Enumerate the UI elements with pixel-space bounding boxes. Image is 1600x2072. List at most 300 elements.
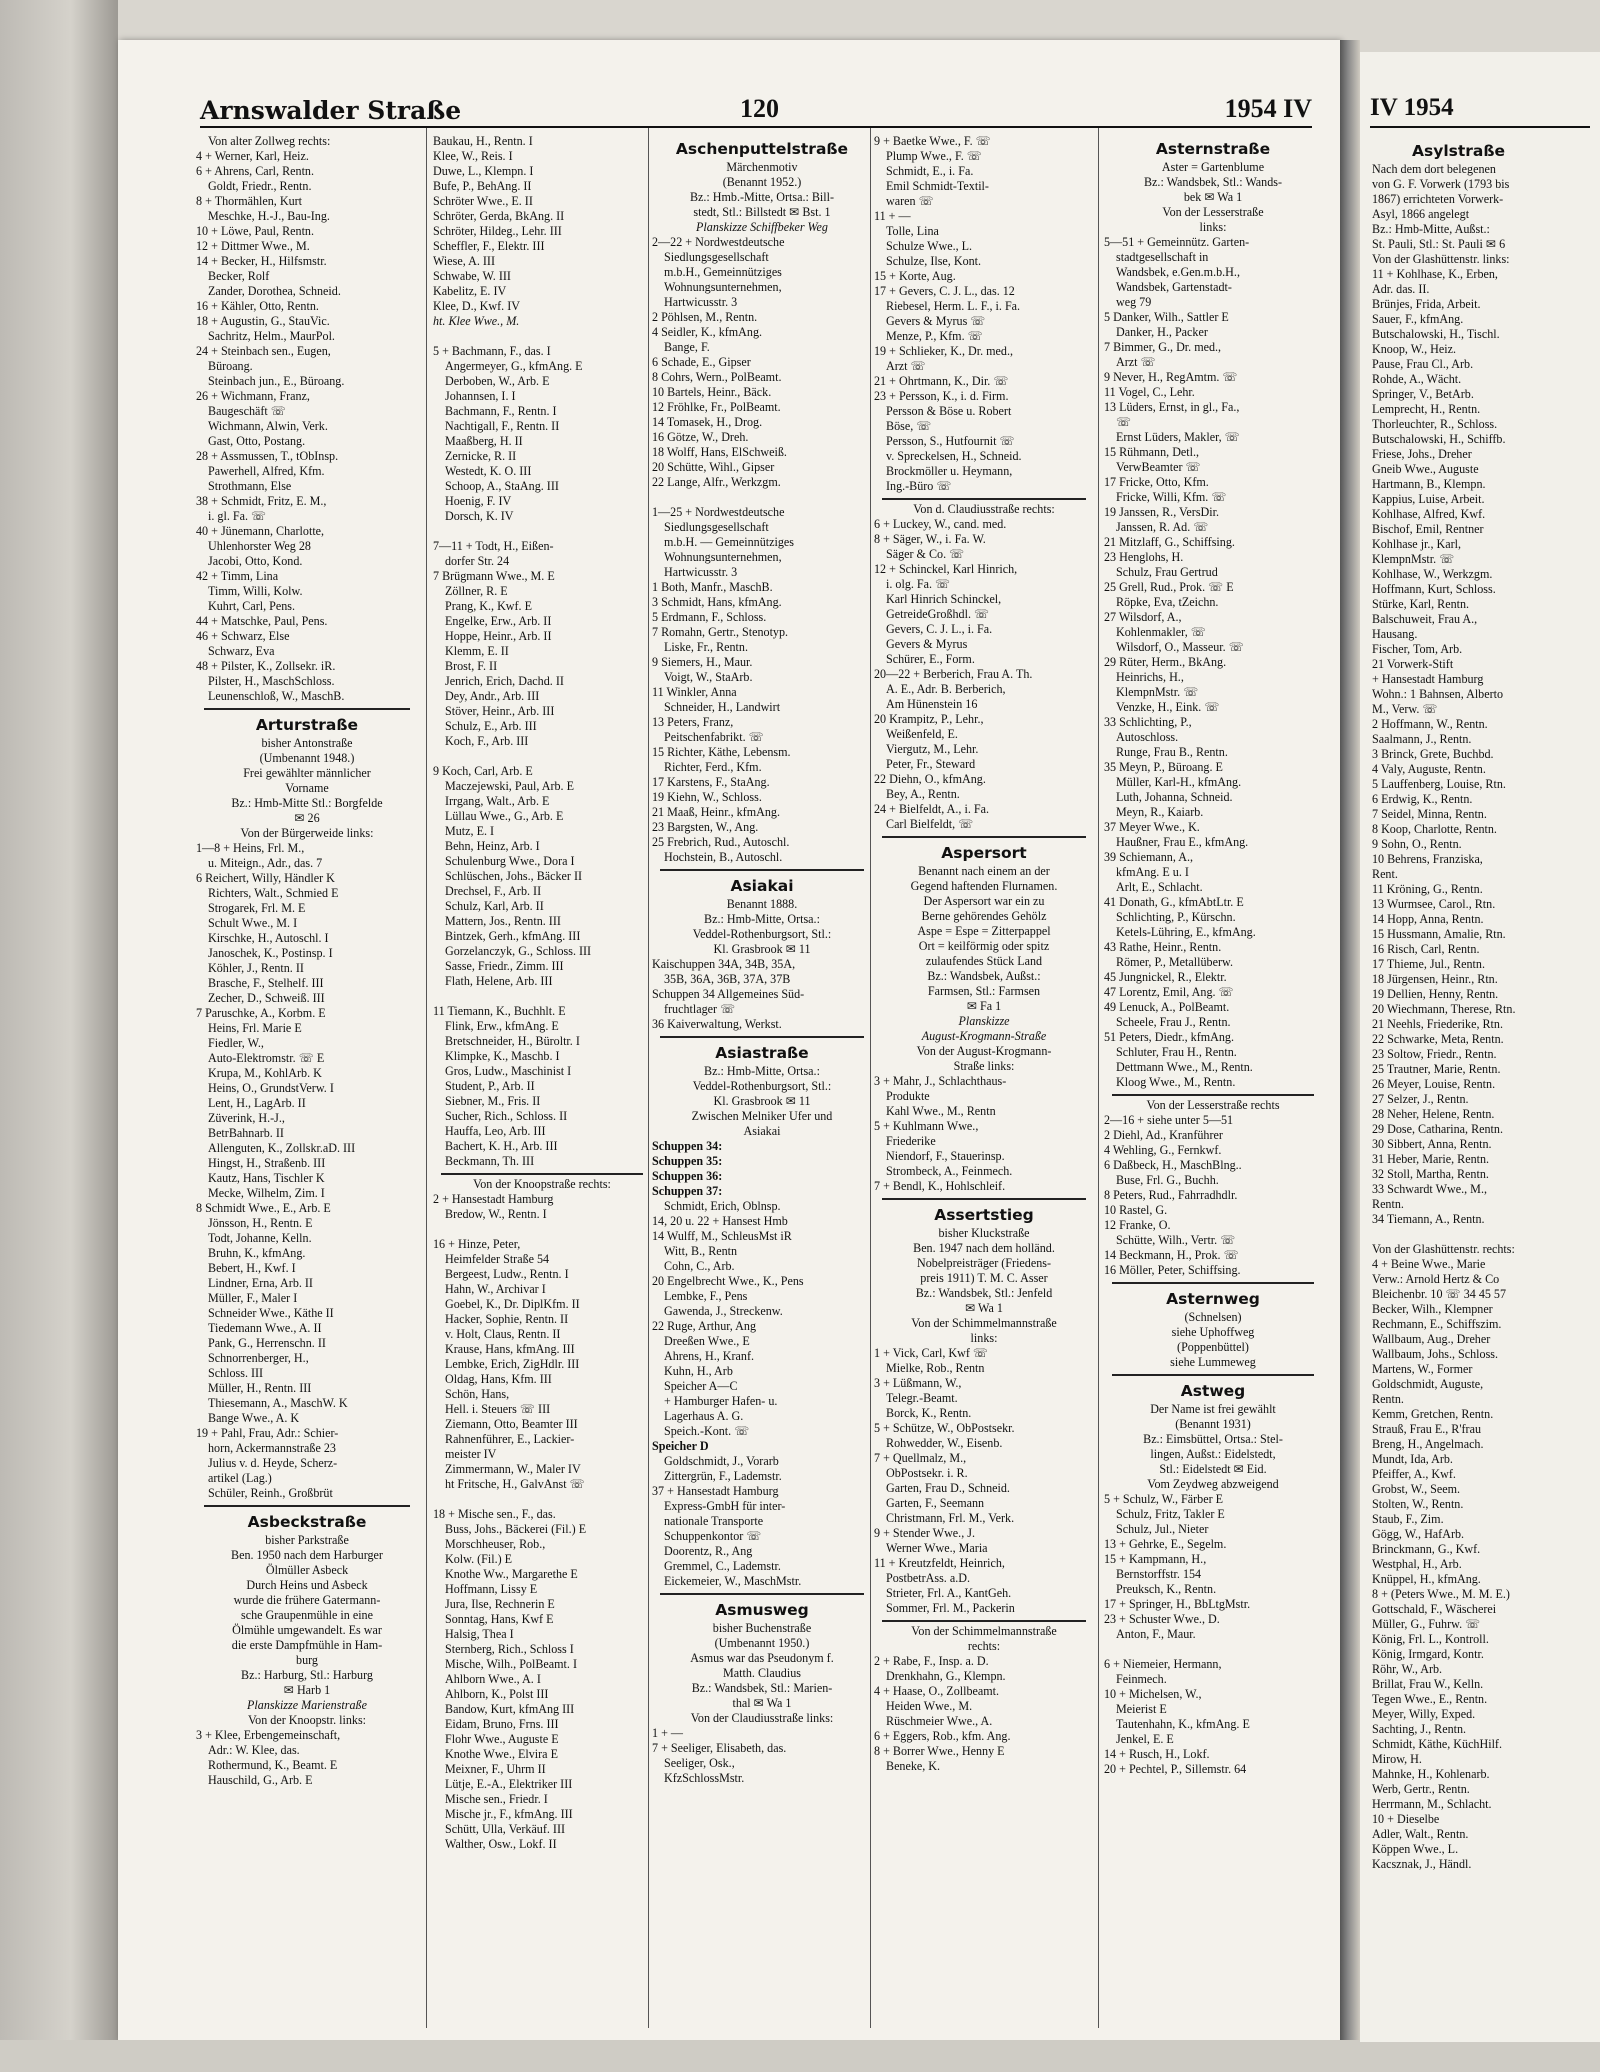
directory-entry: 7 Seidel, Minna, Rentn. — [1372, 807, 1487, 821]
directory-entry: Westedt, K. O. III — [445, 464, 532, 478]
directory-entry: Schluter, Frau H., Rentn. — [1116, 1045, 1237, 1059]
directory-entry: Thiesemann, A., MaschW. K — [208, 1396, 348, 1410]
directory-entry: 14, 20 u. 22 + Hansest Hmb — [652, 1214, 788, 1228]
facing-page — [1360, 52, 1600, 2042]
directory-entry: 3 + Mahr, J., Schlachthaus- — [874, 1074, 1007, 1088]
directory-entry: Veddel-Rothenburgsort, Stl.: — [692, 927, 832, 941]
directory-entry — [1372, 1227, 1600, 1242]
directory-entry: Kemm, Gretchen, Rentn. — [1372, 1407, 1494, 1421]
street-heading: Aschenputtelstraße — [675, 140, 849, 158]
directory-entry: 45 Jungnickel, R., Elektr. — [1104, 970, 1227, 984]
directory-entry: Kirschke, H., Autoschl. I — [208, 931, 329, 945]
directory-entry: Sachting, J., Rentn. — [1372, 1722, 1467, 1736]
directory-entry: 43 Rathe, Heinr., Rentn. — [1104, 940, 1222, 954]
directory-entry: 39 Schiemann, A., — [1104, 850, 1194, 864]
directory-entry: 6 Reichert, Willy, Händler K — [196, 871, 335, 885]
directory-entry: 19 Kiehn, W., Schloss. — [652, 790, 762, 804]
directory-entry: Riebesel, Herm. L. F., i. Fa. — [886, 299, 1021, 313]
directory-entry: Student, P., Arb. II — [445, 1079, 535, 1093]
section-rule — [204, 1505, 410, 1507]
directory-entry: Anton, F., Maur. — [1116, 1627, 1196, 1641]
directory-entry: 5 Lauffenberg, Louise, Rtn. — [1372, 777, 1506, 791]
directory-entry: Jacobi, Otto, Kond. — [208, 554, 303, 568]
directory-entry: 29 Dose, Catharina, Rentn. — [1372, 1122, 1503, 1136]
directory-entry: 2—16 + siehe unter 5—51 — [1104, 1113, 1234, 1127]
directory-entry: 11 + Kohlhase, K., Erben, — [1372, 267, 1498, 281]
directory-entry: 20 Engelbrecht Wwe., K., Pens — [652, 1274, 804, 1288]
directory-entry: i. gl. Fa. ☏ — [208, 509, 267, 523]
directory-entry: Bredow, W., Rentn. I — [445, 1207, 547, 1221]
directory-entry: 2 + Rabe, F., Insp. a. D. — [874, 1654, 989, 1668]
directory-entry: Adr.: W. Klee, das. — [208, 1743, 300, 1757]
directory-entry: 3 + Lüßmann, W., — [874, 1376, 962, 1390]
directory-entry: A. E., Adr. B. Berberich, — [886, 682, 1006, 696]
directory-entry: St. Pauli, Stl.: St. Pauli ✉ 6 — [1372, 237, 1506, 251]
directory-entry: Schmidt, Erich, Oblnsp. — [664, 1199, 781, 1213]
directory-entry: 7 Paruschke, A., Korbm. E — [196, 1006, 326, 1020]
directory-entry: 20 Schütte, Wihl., Gipser — [652, 460, 775, 474]
directory-entry: Schuppen 34: — [652, 1139, 723, 1153]
directory-entry: 33 Schwardt Wwe., M., — [1372, 1182, 1487, 1196]
directory-entry: Danker, H., Packer — [1116, 325, 1208, 339]
directory-entry: Schulz, E., Arb. III — [445, 719, 537, 733]
directory-entry: 17 Thieme, Jul., Rentn. — [1372, 957, 1485, 971]
directory-entry: 6 + Niemeier, Hermann, — [1104, 1657, 1222, 1671]
directory-entry: Mattern, Jos., Rentn. III — [445, 914, 561, 928]
directory-entry: Voigt, W., StaArb. — [664, 670, 753, 684]
directory-entry: Prang, K., Kwf. E — [445, 599, 532, 613]
directory-entry: Schneider, H., Landwirt — [664, 700, 781, 714]
directory-entry: Schlüschen, Johs., Bäcker II — [445, 869, 583, 883]
directory-entry: Schoop, A., StaAng. III — [445, 479, 559, 493]
directory-entry: Arzt ☏ — [886, 359, 926, 373]
directory-entry: 23 Bargsten, W., Ang. — [652, 820, 759, 834]
directory-entry: 4 + Werner, Karl, Heiz. — [196, 149, 309, 163]
directory-entry: 2 Pöhlsen, M., Rentn. — [652, 310, 758, 324]
directory-entry: Klee, D., Kwf. IV — [433, 299, 520, 313]
directory-entry: Tiedemann Wwe., A. II — [208, 1321, 322, 1335]
directory-entry: v. Holt, Claus, Rentn. II — [445, 1327, 561, 1341]
directory-entry: Gremmel, C., Lademstr. — [664, 1559, 781, 1573]
directory-entry: 12 Franke, O. — [1104, 1218, 1171, 1232]
directory-entry: 23 Soltow, Friedr., Rentn. — [1372, 1047, 1497, 1061]
directory-entry: 7—11 + Todt, H., Eißen- — [433, 539, 554, 553]
directory-entry: 18 + Mische sen., F., das. — [433, 1507, 556, 1521]
directory-entry: Richter, Ferd., Kfm. — [664, 760, 762, 774]
directory-entry: Bandow, Kurt, kfmAng III — [445, 1702, 575, 1716]
directory-entry: Wichmann, Alwin, Verk. — [208, 419, 328, 433]
directory-entry: Stolten, W., Rentn. — [1372, 1497, 1464, 1511]
directory-entry: Brost, F. II — [445, 659, 498, 673]
directory-entry: Heinrichs, H., — [1116, 670, 1184, 684]
directory-entry: Böse, ☏ — [886, 419, 932, 433]
directory-entry: Müller, F., Maler I — [208, 1291, 298, 1305]
directory-entry: Gottschald, F., Wäscherei — [1372, 1602, 1497, 1616]
directory-entry: Venzke, H., Eink. ☏ — [1116, 700, 1220, 714]
directory-entry: Butschalowski, H., Schiffb. — [1372, 432, 1506, 446]
directory-entry: Bergeest, Ludw., Rentn. I — [445, 1267, 569, 1281]
directory-entry: Leunenschloß, W., MaschB. — [208, 689, 345, 703]
directory-entry: 2 Hoffmann, W., Rentn. — [1372, 717, 1488, 731]
directory-entry: 6 + Eggers, Rob., kfm. Ang. — [874, 1729, 1011, 1743]
directory-entry: Am Hünenstein 16 — [886, 697, 978, 711]
directory-entry: sche Graupenmühle in eine — [241, 1608, 373, 1622]
directory-entry: Irrgang, Walt., Arb. E — [445, 794, 550, 808]
directory-entry: 14 Wulff, M., SchleusMst iR — [652, 1229, 792, 1243]
directory-entry: Ben. 1950 nach dem Harburger — [231, 1548, 383, 1562]
directory-entry: m.b.H. — Gemeinnütziges — [664, 535, 794, 549]
directory-entry: rechts: — [967, 1639, 1001, 1653]
directory-entry: 5 + Bachmann, F., das. I — [433, 344, 551, 358]
section-rule — [1112, 1374, 1314, 1376]
directory-entry: ht Fritsche, H., GalvAnst ☏ — [445, 1477, 585, 1491]
directory-entry: 11 + Kreutzfeldt, Heinrich, — [874, 1556, 1005, 1570]
directory-entry: Vorname — [285, 781, 329, 795]
directory-entry: 30 Sibbert, Anna, Rentn. — [1372, 1137, 1492, 1151]
directory-entry: Krause, Hans, kfmAng. III — [445, 1342, 575, 1356]
directory-entry: Schütte, Wilh., Vertr. ☏ — [1116, 1233, 1236, 1247]
directory-entry: Klee, W., Reis. I — [433, 149, 513, 163]
directory-entry: Schlichting, P., Kürschn. — [1116, 910, 1236, 924]
directory-entry: Behn, Heinz, Arb. I — [445, 839, 540, 853]
street-heading: Asylstraße — [1412, 142, 1506, 160]
directory-entry: 17 + Gevers, C. J. L., das. 12 — [874, 284, 1015, 298]
directory-entry: Bange Wwe., A. K — [208, 1411, 300, 1425]
directory-entry: Witt, B., Rentn — [664, 1244, 738, 1258]
directory-entry: Meyn, R., Kaiarb. — [1116, 805, 1204, 819]
directory-entry: Luth, Johanna, Schneid. — [1116, 790, 1233, 804]
directory-entry: Lembke, F., Pens — [664, 1289, 748, 1303]
directory-entry: m.b.H., Gemeinnütziges — [664, 265, 782, 279]
directory-entry: 1 Both, Manfr., MaschB. — [652, 580, 773, 594]
directory-entry: Veddel-Rothenburgsort, Stl.: — [692, 1079, 832, 1093]
directory-entry: Walther, Osw., Lokf. II — [445, 1837, 557, 1851]
directory-entry: 40 + Jünemann, Charlotte, — [196, 524, 325, 538]
directory-entry: Hacker, Sophie, Rentn. II — [445, 1312, 569, 1326]
directory-entry: Bintzek, Gerh., kfmAng. III — [445, 929, 581, 943]
directory-entry: Scheele, Frau J., Rentn. — [1116, 1015, 1231, 1029]
directory-entry: Arzt ☏ — [1116, 355, 1156, 369]
directory-entry: ✉ Wa 1 — [965, 1301, 1003, 1315]
directory-entry: burg — [296, 1653, 318, 1667]
directory-entry: Zittergrün, F., Lademstr. — [664, 1469, 782, 1483]
directory-entry: Stöver, Heinr., Arb. III — [445, 704, 555, 718]
directory-entry: Friederike — [886, 1134, 936, 1148]
directory-entry: Borck, K., Rentn. — [886, 1406, 972, 1420]
directory-entry: 21 Mitzlaff, G., Schiffsing. — [1104, 535, 1235, 549]
directory-entry: Von der Bürgerweide links: — [240, 826, 374, 840]
directory-entry: Kabelitz, E. IV — [433, 284, 507, 298]
directory-entry: Ziemann, Otto, Beamter III — [445, 1417, 578, 1431]
directory-entry: Bruhn, K., kfmAng. — [208, 1246, 306, 1260]
directory-entry: Mutz, E. I — [445, 824, 495, 838]
directory-entry: 1—8 + Heins, Frl. M., — [196, 841, 305, 855]
directory-entry: Werb, Gertr., Rentn. — [1372, 1782, 1470, 1796]
directory-entry: Jönsson, H., Rentn. E — [208, 1216, 313, 1230]
facing-page-running-head: IV 1954 — [1370, 94, 1454, 121]
directory-entry: meister IV — [445, 1447, 497, 1461]
directory-entry: Kuhn, H., Arb — [664, 1364, 733, 1378]
directory-entry: Siedlungsgesellschaft — [664, 520, 769, 534]
directory-entry: 36 Kaiverwaltung, Werkst. — [652, 1017, 782, 1031]
directory-entry: Adler, Walt., Rentn. — [1372, 1827, 1469, 1841]
directory-entry: Ben. 1947 nach dem holländ. — [913, 1241, 1055, 1255]
page-number: 120 — [740, 94, 779, 123]
directory-entry: Goebel, K., Dr. DiplKfm. II — [445, 1297, 580, 1311]
directory-entry: Müller, G., Fuhrw. ☏ — [1372, 1617, 1481, 1631]
directory-entry: 23 + Persson, K., i. d. Firm. — [874, 389, 1009, 403]
directory-entry: waren ☏ — [886, 194, 934, 208]
directory-entry: VerwBeamter ☏ — [1116, 460, 1201, 474]
street-heading: Asbeckstraße — [247, 1513, 367, 1531]
directory-entry: Speicher A—C — [664, 1379, 738, 1393]
directory-entry: 15 + Kampmann, H., — [1104, 1552, 1207, 1566]
directory-entry: Zernicke, R. II — [445, 449, 517, 463]
directory-entry: 18 Wolff, Hans, ElSchweiß. — [652, 445, 787, 459]
directory-entry: 24 + Steinbach sen., Eugen, — [196, 344, 331, 358]
directory-entry: Arlt, E., Schlacht. — [1116, 880, 1203, 894]
directory-entry: Wallbaum, Johs., Schloss. — [1372, 1347, 1499, 1361]
street-heading: Assertstieg — [934, 1206, 1034, 1224]
directory-entry: Fischer, Tom, Arb. — [1372, 642, 1463, 656]
directory-entry: Gevers & Myrus ☏ — [886, 314, 986, 328]
directory-entry: Meierist E — [1116, 1702, 1167, 1716]
directory-entry: lingen, Außst.: Eidelstedt, — [1150, 1447, 1276, 1461]
directory-entry: Sauer, F., kfmAng. — [1372, 312, 1464, 326]
directory-entry: M., Verw. ☏ — [1372, 702, 1438, 716]
directory-entry: Bz.: Hmb.-Mitte, Ortsa.: Bill- — [689, 190, 835, 204]
directory-entry: 11 Kröning, G., Rentn. — [1372, 882, 1483, 896]
directory-entry: Knothe Wwe., Elvira E — [445, 1747, 558, 1761]
directory-entry: 25 Grell, Rud., Prok. ☏ E — [1104, 580, 1234, 594]
directory-entry: ht. Klee Wwe., M. — [433, 314, 520, 328]
directory-entry: Gevers & Myrus — [886, 637, 968, 651]
directory-entry: bisher Buchenstraße — [712, 1621, 812, 1635]
directory-entry: 6 + Ahrens, Carl, Rentn. — [196, 164, 315, 178]
directory-entry: Schuppen 37: — [652, 1184, 723, 1198]
directory-entry: Liske, Fr., Rentn. — [664, 640, 748, 654]
directory-entry: Breng, H., Angelmach. — [1372, 1437, 1484, 1451]
directory-entry: v. Spreckelsen, H., Schneid. — [886, 449, 1022, 463]
section-rule — [882, 836, 1086, 838]
directory-entry: Schulz, Fritz, Takler E — [1116, 1507, 1225, 1521]
directory-entry: 33 Schlichting, P., — [1104, 715, 1192, 729]
directory-entry: 11 Tiemann, K., Buchhlt. E — [433, 1004, 566, 1018]
directory-entry: 22 Schwarke, Meta, Rentn. — [1372, 1032, 1504, 1046]
directory-entry: Knothe Ww., Margarethe E — [445, 1567, 578, 1581]
directory-entry: Schnorrenberger, H., — [208, 1351, 309, 1365]
directory-entry: 6 + Luckey, W., cand. med. — [874, 517, 1007, 531]
directory-entry: 13 Wurmsee, Carol., Rtn. — [1372, 897, 1496, 911]
directory-entry: Richters, Walt., Schmied E — [208, 886, 339, 900]
directory-entry: i. olg. Fa. ☏ — [886, 577, 951, 591]
directory-entry: weg 79 — [1116, 295, 1152, 309]
directory-entry: Garten, Frau D., Schneid. — [886, 1481, 1010, 1495]
directory-entry: Hoffmann, Kurt, Schloss. — [1372, 582, 1496, 596]
directory-entry: Lindner, Erna, Arb. II — [208, 1276, 313, 1290]
directory-entry: Wandsbek, e.Gen.m.b.H., — [1116, 265, 1240, 279]
directory-entry: Buss, Johs., Bäckerei (Fil.) E — [445, 1522, 587, 1536]
directory-entry: Thorleuchter, R., Schloss. — [1372, 417, 1498, 431]
directory-entry: Eidam, Bruno, Frns. III — [445, 1717, 559, 1731]
directory-entry: ✉ Fa 1 — [966, 999, 1002, 1013]
street-heading: Asiastraße — [715, 1044, 809, 1062]
directory-entry: Flath, Helene, Arb. III — [445, 974, 553, 988]
directory-entry: Benannt nach einem an der — [918, 864, 1050, 878]
directory-entry: KlempnMstr. ☏ — [1372, 552, 1455, 566]
directory-entry: 17 Karstens, F., StaAng. — [652, 775, 770, 789]
directory-entry: 6 Daßbeck, H., MaschBlng.. — [1104, 1158, 1242, 1172]
directory-entry: Zimmermann, W., Maler IV — [445, 1462, 581, 1476]
directory-entry: Sommer, Frl. M., Packerin — [886, 1601, 1015, 1615]
directory-entry: (Umbenannt 1950.) — [714, 1636, 810, 1650]
directory-entry: 3 Schmidt, Hans, kfmAng. — [652, 595, 782, 609]
directory-entry: Röhr, W., Arb. — [1372, 1662, 1443, 1676]
book-gutter — [1340, 40, 1360, 2040]
directory-entry: Julius v. d. Heyde, Scherz- — [208, 1456, 338, 1470]
directory-entry: 13 Peters, Franz, — [652, 715, 734, 729]
directory-entry: Hartwicusstr. 3 — [664, 295, 738, 309]
directory-entry: Kloog Wwe., M., Rentn. — [1116, 1075, 1236, 1089]
directory-entry: 15 Hussmann, Amalie, Rtn. — [1372, 927, 1506, 941]
directory-entry: Mundt, Ida, Arb. — [1372, 1452, 1453, 1466]
directory-entry: 12 + Dittmer Wwe., M. — [196, 239, 310, 253]
directory-entry: 8 Peters, Rud., Fahrradhdlr. — [1104, 1188, 1238, 1202]
directory-entry: Gegend haftenden Flurnamen. — [910, 879, 1058, 893]
directory-entry: Kl. Grasbrook ✉ 11 — [713, 1094, 811, 1108]
directory-entry: Berne gehörendes Gehölz — [921, 909, 1047, 923]
directory-entry: Auto-Elektromstr. ☏ E — [208, 1051, 325, 1065]
directory-entry: Von der Glashüttenstr. links: — [1372, 252, 1510, 266]
directory-entry: die erste Dampfmühle in Ham- — [231, 1638, 383, 1652]
directory-entry: Planskizze Schiffbeker Weg — [696, 220, 828, 234]
directory-entry: Wohnungsunternehmen, — [664, 550, 782, 564]
directory-entry: 8 Cohrs, Wern., PolBeamt. — [652, 370, 782, 384]
section-rule — [1112, 1094, 1314, 1096]
directory-entry: 7 + Bendl, K., Hohlschleif. — [874, 1179, 1006, 1193]
directory-entry: Janoschek, K., Postinsp. I — [208, 946, 333, 960]
directory-entry: 22 Lange, Alfr., Werkzgm. — [652, 475, 781, 489]
directory-entry: 16 Möller, Peter, Schiffsing. — [1104, 1263, 1241, 1277]
street-heading: Asternweg — [1166, 1290, 1260, 1308]
directory-entry: Allenguten, K., Zollskr.aD. III — [208, 1141, 356, 1155]
directory-entry — [652, 490, 872, 505]
directory-entry: 22 Ruge, Arthur, Ang — [652, 1319, 756, 1333]
directory-column-4 — [874, 134, 1094, 2034]
directory-entry: Buse, Frl. G., Buchh. — [1116, 1173, 1219, 1187]
directory-entry: Goldschmidt, J., Vorarb — [664, 1454, 779, 1468]
directory-entry: Fiedler, W., — [208, 1036, 264, 1050]
directory-entry: 8 + Thormählen, Kurt — [196, 194, 303, 208]
street-heading: Asiakai — [730, 877, 794, 895]
directory-entry: Morschheuser, Rob., — [445, 1537, 546, 1551]
directory-entry: 4 + Beine Wwe., Marie — [1372, 1257, 1486, 1271]
directory-entry: Von der Schimmelmannstraße — [911, 1624, 1057, 1638]
directory-entry: Gneib Wwe., Auguste — [1372, 462, 1479, 476]
directory-entry: 9 + Baetke Wwe., F. ☏ — [874, 134, 991, 148]
directory-entry: Kolw. (Fil.) E — [445, 1552, 513, 1566]
directory-entry: 23 + Schuster Wwe., D. — [1104, 1612, 1220, 1626]
directory-entry: 28 + Assmussen, T., tObInsp. — [196, 449, 339, 463]
directory-entry: Wiese, A. III — [433, 254, 495, 268]
directory-entry: Brasche, F., Stelhelf. III — [208, 976, 324, 990]
directory-entry: Knoop, W., Heiz. — [1372, 342, 1456, 356]
directory-entry: Brinckmann, G., Kwf. — [1372, 1542, 1481, 1556]
directory-entry: Farmsen, Stl.: Farmsen — [927, 984, 1041, 998]
directory-entry: 8 + Borrer Wwe., Henny E — [874, 1744, 1005, 1758]
directory-entry: Schütt, Ulla, Verkäuf. III — [445, 1822, 566, 1836]
directory-entry: 46 + Schwarz, Else — [196, 629, 290, 643]
directory-entry: Von der Claudiusstraße links: — [690, 1711, 834, 1725]
directory-entry: Eickemeier, W., MaschMstr. — [664, 1574, 802, 1588]
directory-entry: + Hamburger Hafen- u. — [664, 1394, 778, 1408]
directory-entry: Hartmann, B., Klempn. — [1372, 477, 1486, 491]
directory-entry: Pilster, H., MaschSchloss. — [208, 674, 335, 688]
directory-entry: Express-GmbH für inter- — [664, 1499, 786, 1513]
directory-entry: Schröter, Hildeg., Lehr. III — [433, 224, 562, 238]
directory-entry: Nobelpreisträger (Friedens- — [917, 1256, 1051, 1270]
directory-entry: Lüllau Wwe., G., Arb. E — [445, 809, 564, 823]
directory-entry: 20 Krampitz, P., Lehr., — [874, 712, 984, 726]
directory-entry: Tegen Wwe., E., Rentn. — [1372, 1692, 1488, 1706]
directory-entry: Pause, Frau Cl., Arb. — [1372, 357, 1474, 371]
directory-entry: 8 + (Peters Wwe., M. M. E.) — [1372, 1587, 1510, 1601]
directory-entry: Dreeßen Wwe., E — [664, 1334, 750, 1348]
directory-entry: Beneke, K. — [886, 1759, 941, 1773]
directory-entry: PostbetrAss. a.D. — [886, 1571, 970, 1585]
directory-entry: 14 + Becker, H., Hilfsmstr. — [196, 254, 327, 268]
directory-entry: 17 + Springer, H., BbLtgMstr. — [1104, 1597, 1251, 1611]
directory-entry: Goldschmidt, Auguste, — [1372, 1377, 1484, 1391]
directory-entry: Uhlenhorster Weg 28 — [208, 539, 311, 553]
directory-entry: Tolle, Lina — [886, 224, 939, 238]
directory-entry: Bz.: Hmb-Mitte, Ortsa.: — [704, 1064, 820, 1078]
directory-entry: 15 + Korte, Aug. — [874, 269, 956, 283]
directory-entry: Schulze Wwe., L. — [886, 239, 973, 253]
section-rule — [441, 1173, 643, 1175]
directory-entry: ✉ 26 — [294, 811, 320, 825]
directory-entry: Schröter, Gerda, BkAng. II — [433, 209, 565, 223]
directory-entry: Meixner, F., Uhrm II — [445, 1762, 546, 1776]
directory-entry: Gast, Otto, Postang. — [208, 434, 306, 448]
directory-entry: 49 Lenuck, A., PolBeamt. — [1104, 1000, 1230, 1014]
directory-entry: (Schnelsen) — [1184, 1310, 1242, 1324]
directory-entry: Garten, F., Seemann — [886, 1496, 985, 1510]
directory-entry: Kautz, Hans, Tischler K — [208, 1171, 325, 1185]
directory-entry: Strogarek, Frl. M. E — [208, 901, 306, 915]
directory-entry: 5—51 + Gemeinnütz. Garten- — [1104, 235, 1250, 249]
directory-entry: 8 + Säger, W., i. Fa. W. — [874, 532, 986, 546]
directory-entry: Janssen, R. Ad. ☏ — [1116, 520, 1209, 534]
directory-entry: Sasse, Friedr., Zimm. III — [445, 959, 564, 973]
directory-entry: Flink, Erw., kfmAng. E — [445, 1019, 559, 1033]
directory-entry: 14 + Rusch, H., Lokf. — [1104, 1747, 1210, 1761]
directory-entry: 7 Romahn, Gertr., Stenotyp. — [652, 625, 789, 639]
page-header — [200, 92, 1312, 128]
directory-entry: 4 Valy, Auguste, Rentn. — [1372, 762, 1486, 776]
directory-entry: Fricke, Willi, Kfm. ☏ — [1116, 490, 1227, 504]
directory-entry: 25 Trautner, Marie, Rentn. — [1372, 1062, 1501, 1076]
directory-entry: Schulz, Jul., Nieter — [1116, 1522, 1209, 1536]
directory-entry: Von d. Claudiusstraße rechts: — [913, 502, 1055, 516]
directory-entry: Klemm, E. II — [445, 644, 509, 658]
directory-entry: Matth. Claudius — [723, 1666, 801, 1680]
directory-entry: Becker, Rolf — [208, 269, 270, 283]
directory-entry: KlempnMstr. ☏ — [1116, 685, 1199, 699]
directory-entry: 27 Selzer, J., Rentn. — [1372, 1092, 1469, 1106]
directory-entry: Friese, Johs., Dreher — [1372, 447, 1472, 461]
directory-entry: Schuppen 36: — [652, 1169, 723, 1183]
